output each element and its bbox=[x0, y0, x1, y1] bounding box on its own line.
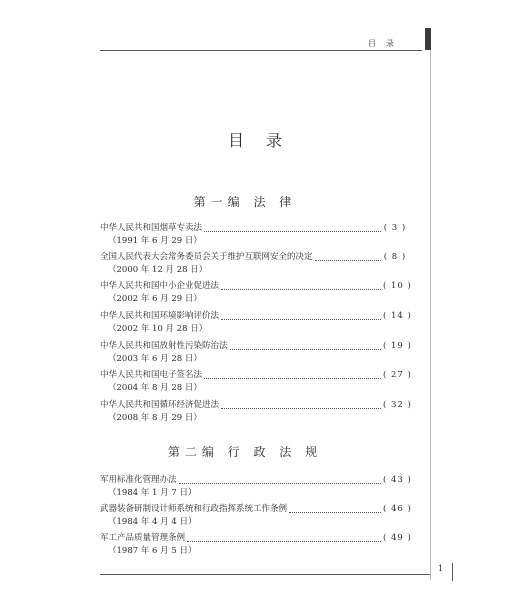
header-tab-marker bbox=[425, 28, 431, 50]
dot-leader bbox=[221, 407, 381, 409]
dot-leader bbox=[221, 288, 381, 290]
entry-date: （2002 年 6 月 29 日） bbox=[108, 294, 202, 304]
page-ref: ( 43 ) bbox=[383, 475, 412, 485]
toc-entry[interactable] bbox=[100, 222, 407, 248]
entry-title[interactable]: 军工产品质量管理条例 bbox=[100, 533, 186, 543]
dot-leader bbox=[221, 318, 381, 320]
entry-date: （1991 年 6 月 29 日） bbox=[108, 236, 202, 246]
dot-leader bbox=[204, 230, 381, 232]
footer-rule bbox=[100, 574, 430, 575]
dot-leader bbox=[289, 511, 381, 513]
toc-entry[interactable] bbox=[100, 310, 412, 336]
toc-entry[interactable] bbox=[100, 532, 412, 558]
entry-title[interactable]: 武器装备研制设计师系统和行政指挥系统工作条例 bbox=[100, 504, 288, 514]
entry-date: （2008 年 8 月 29 日） bbox=[108, 413, 202, 423]
page-ref: ( 32 ) bbox=[383, 400, 412, 410]
entry-date: （2002 年 10 月 28 日） bbox=[108, 324, 208, 334]
entry-title[interactable]: 中华人民共和国电子签名法 bbox=[100, 370, 203, 380]
entry-title[interactable]: 中华人民共和国循环经济促进法 bbox=[100, 400, 220, 410]
dot-leader bbox=[204, 377, 381, 379]
entry-date: （1984 年 1 月 7 日） bbox=[108, 488, 197, 498]
entry-date: （2000 年 12 月 28 日） bbox=[108, 265, 208, 275]
page-ref: ( 14 ) bbox=[383, 311, 412, 321]
toc-entry[interactable] bbox=[100, 399, 412, 425]
dot-leader bbox=[315, 259, 381, 261]
section-heading: 第二编 行 政 法 规 bbox=[167, 445, 323, 459]
page-ref: ( 3 ) bbox=[383, 223, 407, 233]
entry-title[interactable]: 全国人民代表大会常务委员会关于维护互联网安全的决定 bbox=[100, 252, 313, 262]
toc-entry[interactable] bbox=[100, 503, 412, 529]
entry-date: （2004 年 8 月 28 日） bbox=[108, 383, 202, 393]
page-ref: ( 10 ) bbox=[383, 281, 412, 291]
dot-leader bbox=[179, 482, 381, 484]
toc-entry[interactable] bbox=[100, 280, 412, 306]
section-heading: 第一编 法 律 bbox=[193, 195, 297, 209]
entry-date: （2003 年 6 月 28 日） bbox=[108, 354, 202, 364]
entry-title[interactable]: 中华人民共和国放射性污染防治法 bbox=[100, 341, 228, 351]
page-ref: ( 19 ) bbox=[383, 341, 412, 351]
page-number: 1 bbox=[438, 564, 444, 573]
page-ref: ( 49 ) bbox=[383, 533, 412, 543]
toc-entry[interactable] bbox=[100, 369, 412, 395]
footer-tick bbox=[452, 563, 453, 581]
entry-title[interactable]: 中华人民共和国中小企业促进法 bbox=[100, 281, 220, 291]
toc-entry[interactable] bbox=[100, 251, 407, 277]
header-rule bbox=[100, 50, 422, 51]
toc-entry[interactable] bbox=[100, 474, 412, 500]
dot-leader bbox=[230, 348, 381, 350]
entry-title[interactable]: 中华人民共和国烟草专卖法 bbox=[100, 223, 203, 233]
running-header: 目录 bbox=[368, 39, 404, 48]
toc-entry[interactable] bbox=[100, 340, 412, 366]
entry-date: （1987 年 6 月 5 日） bbox=[108, 546, 197, 556]
page-title: 目录 bbox=[227, 131, 304, 150]
dot-leader bbox=[187, 540, 381, 542]
page-ref: ( 46 ) bbox=[383, 504, 412, 514]
entry-title[interactable]: 军用标准化管理办法 bbox=[100, 475, 177, 485]
page-ref: ( 27 ) bbox=[383, 370, 412, 380]
entry-date: （1984 年 4 月 4 日） bbox=[108, 517, 197, 527]
entry-title[interactable]: 中华人民共和国环境影响评价法 bbox=[100, 311, 220, 321]
page-ref: ( 8 ) bbox=[383, 252, 407, 262]
